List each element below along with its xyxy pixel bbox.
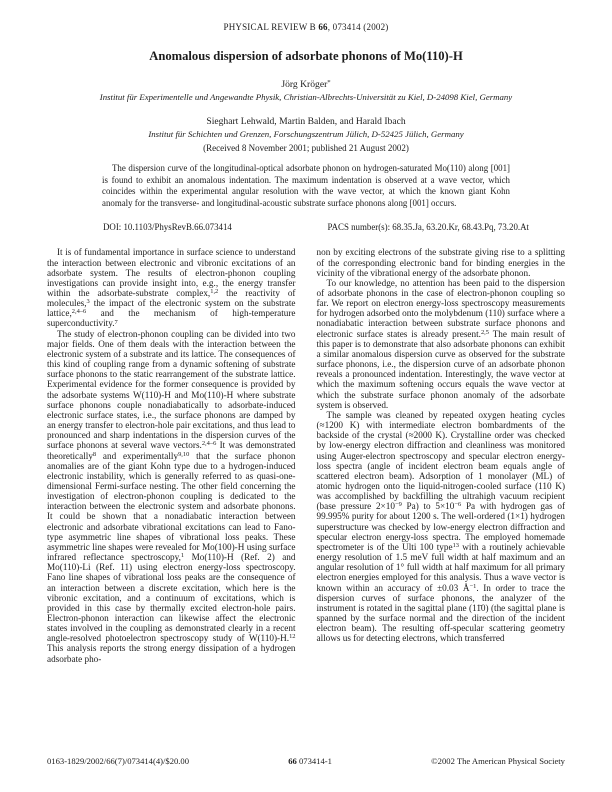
footer-copyright: ©2002 The American Physical Society: [431, 756, 565, 766]
footer-issn-code: 0163-1829/2002/66(7)/073414(4)/$20.00: [47, 756, 190, 766]
authors-secondary: Sieghart Lehwald, Martin Balden, and Harald Ibach: [206, 116, 406, 127]
left-column: [47, 247, 296, 663]
right-column: [317, 247, 566, 663]
footer-page-number: 073414-1: [296, 756, 332, 766]
journal-volume: 66: [318, 22, 328, 32]
article-title: Anomalous dispersion of adsorbate phonons of Mo(110)-H: [149, 49, 463, 63]
body-paragraph: The sample was cleaned by repeated oxygen heating cycles (≈1200 K) with intermediate electron bombardments of the backside of the crystal (≈2000 K). Crystalline order was checked by low-energy electron diffraction and cleanliness was monitored using Auger-electron spectroscopy and specular electron energy-loss spectra (angle of incident electron beam equals angle of scattered electron beam). Adsorption of 1 monolayer (ML) of atomic hydrogen onto the liquid-nitrogen-cooled surface (110 K) was accomplished by backfilling the ultrahigh vacuum recipient (base pressure $2\times 10^{-9}$ Pa) to $5\times 10^{-6}$ Pa with hydrogen gas of 99.995% purity for about 1200 s. The well-ordered (1×1) hydrogen superstructure was checked by low-energy electron diffraction and specular electron energy-loss spectra. The employed homemade spectrometer is of the Ulti 100 type$^{13}$ with a routinely achievable energy resolution of 1.5 meV full width at half maximum and an angular resolution of 1° full width at half maximum for all primary electron energies employed for this analysis. Thus a wave vector is known within an accuracy of ±0.03 $Å^{-1}$. In order to trace the dispersion curves of surface phonons, the analyzer of the instrument is rotated in the sagittal plane (11̄0) (the sagittal plane is spanned by the surface normal and the direction of the incident electron beam). The resulting off-specular scattering geometry allows us for detecting electrons, which transferred: [316, 409, 566, 644]
journal-issue: , 073414 (2002): [327, 22, 389, 32]
doi-text: DOI: 10.1103/PhysRevB.66.073414: [103, 222, 232, 233]
affiliation-secondary: Institut für Schichten und Grenzen, Forschungszentrum Jülich, D-52425 Jülich, Germany: [148, 129, 464, 139]
journal-banner: [47, 22, 565, 32]
footer-page-id: [288, 756, 332, 766]
abstract: The dispersion curve of the longitudinal-optical adsorbate phonon on hydrogen-saturated Mo(110) along [001] is found to exhibit an anomalous indentation. The maximum indentation is observed at a wave vector, which coincides within the experimental angular resolution with the wave vector, at which the known giant Kohn anomaly for the transverse- and longitudinal-acoustic substrate surface phonons along [001] occurs.: [102, 163, 510, 208]
pacs-text: PACS number(s): 68.35.Ja, 63.20.Kr, 68.43.Pq, 73.20.At: [327, 222, 529, 233]
body-paragraph: non by exciting electrons of the substrate giving rise to a splitting of the corresponding electronic band for binding energies in the vicinity of the vibrational energy of the adsorbate phonon.: [316, 247, 565, 278]
body-columns: [47, 247, 565, 663]
author-primary: Jörg Kröger*: [281, 78, 331, 90]
page-footer: [47, 756, 565, 766]
body-paragraph: To our knowledge, no attention has been paid to the dispersion of adsorbate phonons in the case of electron-phonon coupling so far. We report on electron energy-loss spectroscopy measurements for hydrogen adsorbed onto the molybdenum (110) surface where a nonadiabatic interaction between substrate surface phonons and electronic surface states is already present.$^{2,5}$ The main result of this paper is to demonstrate that also adsorbate phonons can exhibit a similar anomalous dispersion curve as observed for the substrate surface phonons, i.e., the dispersion curve of an adsorbate phonon reveals a pronounced indentation. Interestingly, the wave vector at which the maximum softening occurs equals the wave vector at which the substrate surface phonon anomaly of the adsorbate system is observed.: [316, 277, 565, 410]
body-paragraph: It is of fundamental importance in surface science to understand the interaction between electronic and vibronic excitations of an adsorbate system. The results of electron-phonon coupling investigations can provide insight into, e.g., the energy transfer within the adsorbate-substrate complex,$^{1,2}$ the reactivity of molecules,$^3$ the impact of the electronic system on the substrate lattice,$^{2,4-6}$ and the mechanism of high-temperature superconductivity.$^7$: [47, 247, 296, 329]
received-published-line: (Received 8 November 2001; published 21 August 2002): [203, 143, 409, 153]
affiliation-primary: Institut für Experimentelle und Angewandte Physik, Christian-Albrechts-Universität zu Kiel, D-24098 Kiel, Germany: [99, 92, 513, 102]
body-paragraph: The study of electron-phonon coupling can be divided into two major fields. One of them deals with the interaction between the electronic system of a substrate and its lattice. The consequences of this kind of coupling range from a dynamic softening of substrate surface phonons to the static rearrangement of the substrate lattice. Experimental evidence for the former consequence is provided by the adsorbate systems W(110)-H and Mo(110)-H where substrate surface phonons couple nonadiabatically to adsorbate-induced electronic surface states, i.e., the surface phonons are damped by an energy transfer to electron-hole pair excitations, and thus lead to pronounced and sharp indentations in the dispersion curves of the surface phonons at several wave vectors.$^{2,4-6}$ It was demonstrated theoretically$^8$ and experimentally$^{9,10}$ that the surface phonon anomalies are of the giant Kohn type due to a hydrogen-induced electronic instability, which is generally referred to as quasi-one-dimensional Fermi-surface nesting. The other field concerning the investigation of electron-phonon coupling is dedicated to the interaction between the electronic system and adsorbate phonons. It could be shown that a nonadiabatic interaction between electronic and adsorbate vibrational excitations can lead to Fano-type asymmetric line shapes of vibrational loss peaks. These asymmetric line shapes were revealed for Mo(100)-H using surface infrared reflectance spectroscopy,$^1$ Mo(110)-H (Ref. 2) and Mo(110)-Li (Ref. 11) using electron energy-loss spectroscopy. Fano line shapes of vibrational loss peaks are the consequence of an interaction between a discrete excitation, which here is the vibronic excitation, and a continuum of excitations, which is provided in this case by thermally excited electron-hole pairs. Electron-phonon interaction can likewise affect the electronic states involved in the coupling as demonstrated clearly in a recent angle-resolved photoelectron spectroscopy study of W(110)-H.$^{12}$ This analysis reports the strong energy dissipation of a hydrogen adsorbate pho-: [47, 328, 296, 664]
footer-volume: 66: [288, 756, 297, 766]
doi-pacs-row: [103, 222, 529, 232]
journal-name: PHYSICAL REVIEW B: [223, 22, 319, 32]
